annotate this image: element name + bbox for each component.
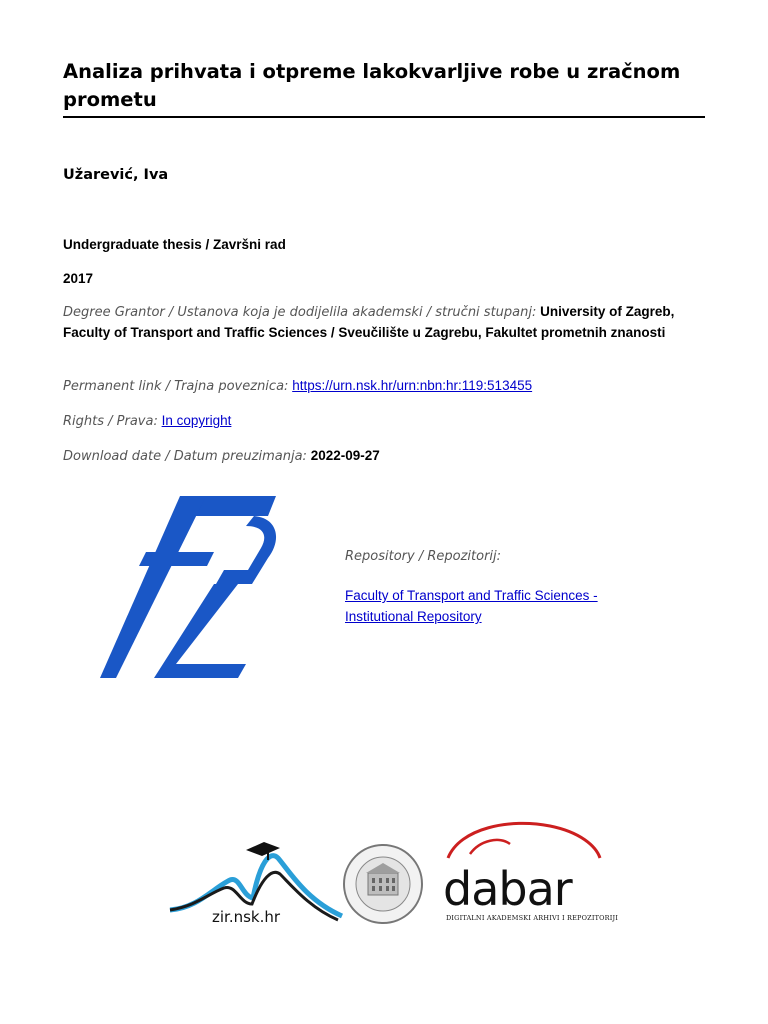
document-title: Analiza prihvata i otpreme lakokvarljive robe u zračnom prometu [63, 60, 681, 111]
dabar-subtitle: DIGITALNI AKADEMSKI ARHIVI I REPOZITORIJI [446, 914, 619, 922]
permanent-link [63, 376, 713, 397]
year: 2017 [63, 271, 94, 286]
download-date-value: 2022-09-27 [310, 448, 380, 463]
download-date [63, 446, 713, 467]
repository-label: Repository / Repozitorij: [345, 549, 502, 564]
degree-grantor [63, 302, 713, 343]
title-divider [63, 116, 705, 118]
rights-label: Rights / Prava: [63, 414, 158, 429]
university-seal-icon [342, 843, 424, 925]
dabar-wordmark: dabar [443, 862, 572, 916]
thesis-type: Undergraduate thesis / Završni rad [63, 237, 286, 252]
repository-link[interactable]: Faculty of Transport and Traffic Sciences - Institutional Repository [345, 588, 598, 624]
zir-label: zir.nsk.hr [212, 908, 281, 926]
rights [63, 411, 713, 432]
degree-grantor-value: University of Zagreb, Faculty of Transport and Traffic Sciences / Sveučilište u Zagrebu, Fakultet prometnih znanosti [63, 304, 675, 340]
fpz-logo-icon [96, 492, 286, 682]
degree-grantor-label: Degree Grantor / Ustanova koja je dodijelila akademski / stručni stupanj: [63, 305, 537, 320]
permanent-link-label: Permanent link / Trajna poveznica: [63, 379, 289, 394]
rights-link[interactable]: In copyright [161, 413, 232, 428]
author: Užarević, Iva [63, 167, 169, 183]
permanent-link-url[interactable]: https://urn.nsk.hr/urn:nbn:hr:119:513455 [292, 378, 533, 393]
download-date-label: Download date / Datum preuzimanja: [63, 449, 307, 464]
